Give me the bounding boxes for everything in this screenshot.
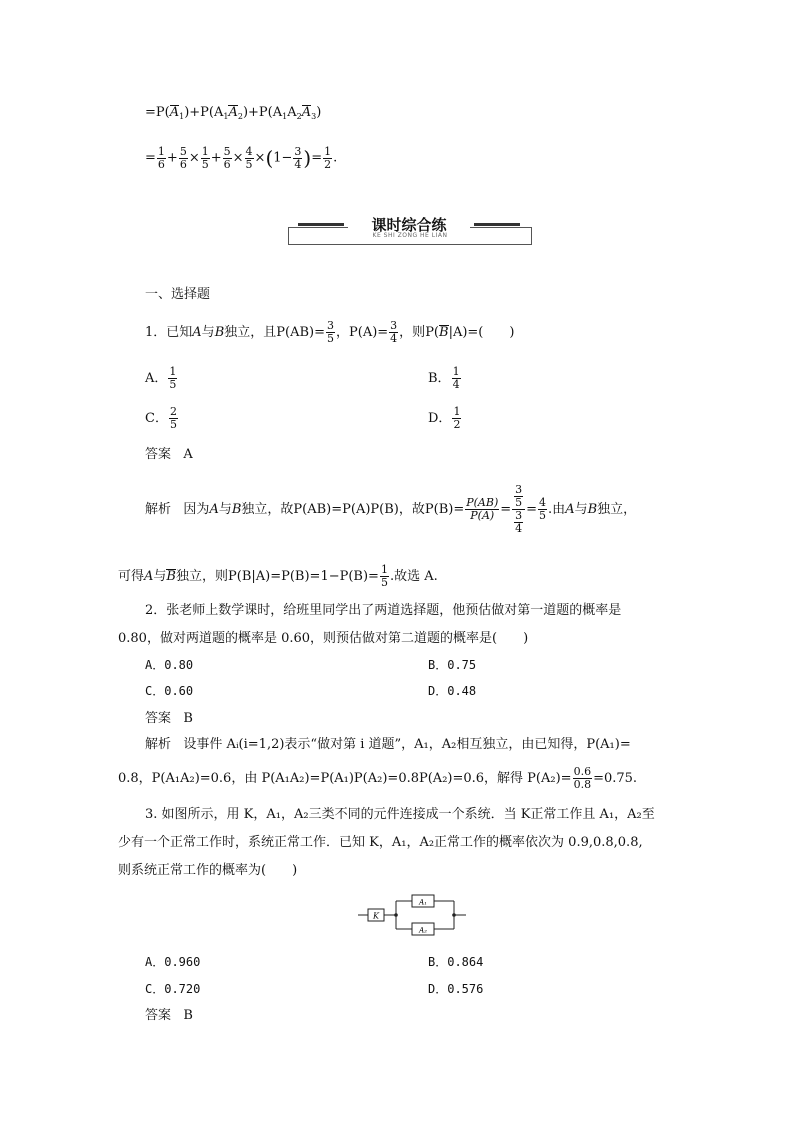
q3-option-c: C．0.720: [145, 982, 201, 996]
q3-option-a: A．0.960: [145, 955, 201, 969]
q1-ask-tail: |A)=( ): [448, 325, 515, 340]
q3-option-b: B．0.864: [428, 955, 484, 969]
circuit-a2-label: A₂: [419, 926, 427, 935]
q3-stem-3: 则系统正常工作的概率为( ): [118, 863, 298, 878]
q1-explain-1: 解析 因为A与B独立，故P(AB)=P(A)P(B)，故P(B)= $\frac{P(AB)}{P(A)}$ = $\frac{\frac{3}{5}}{\frac{3}{4}}$ = $\frac{4}{5}$ .由A与B独立，: [145, 483, 637, 535]
q1-var-b: B: [214, 325, 225, 340]
q1-answer: [145, 444, 193, 466]
q1-explain-2: 可得A与B独立，则P(B|A)=P(B)=1−P(B)= $\frac{1}{5}$ .故选 A.: [118, 563, 438, 589]
q3-stem-1: 3. 如图所示，用 K，A₁，A₂三类不同的元件连接成一个系统．当 K正常工作且 A₁，A₂至: [145, 807, 655, 822]
answer-value: B: [183, 1008, 193, 1023]
q2-option-c: C．0.60: [145, 684, 194, 698]
q1-cond2: ，P(A)=: [336, 325, 389, 340]
q1-explain-frac-4: $\frac{1}{5}$: [380, 563, 388, 589]
explain-label: 解析: [145, 737, 172, 752]
answer-label: 答案: [145, 447, 172, 462]
q2-explain-frac: $\frac{0.6}{0.8}$: [573, 765, 592, 791]
section-title: 课时综合练: [348, 215, 470, 235]
q2-option-a: A．0.80: [145, 658, 194, 672]
q1-option-d: D． $\frac{1}{2}$: [428, 405, 461, 431]
q2-explain-2: 0.8，P(A₁A₂)=0.6，由 P(A₁A₂)=P(A₁)P(A₂)=0.8P(A₂)=0.6，解得 P(A₂)= $\frac{0.6}{0.8}$ =0.75.: [118, 765, 638, 791]
section-subtitle: KE SHI ZONG HE LIAN: [372, 232, 448, 239]
circuit-k-label: K: [373, 911, 379, 921]
section-banner: [288, 215, 532, 245]
q2-answer: [145, 708, 193, 730]
q1-explain-frac-2: $\frac{\frac{3}{5}}{\frac{3}{4}}$: [512, 484, 525, 535]
q2-option-d: D．0.48: [428, 684, 477, 698]
q1-option-a: A． $\frac{1}{5}$: [145, 365, 177, 391]
q3-option-d: D．0.576: [428, 982, 484, 996]
q1-ask: ，则: [399, 325, 426, 340]
q1-frac-1: $\frac{3}{5}$: [327, 319, 334, 345]
q1-stem-text: 与: [201, 325, 215, 340]
q2-option-b: B．0.75: [428, 658, 477, 672]
answer-label: 答案: [145, 1008, 172, 1023]
q1-option-c: C． $\frac{2}{5}$: [145, 405, 177, 431]
q1-option-b: B． $\frac{1}{4}$: [428, 365, 460, 391]
circuit-diagram: [358, 890, 468, 940]
formula-line-2: = $\frac{1}{6}$ + $\frac{5}{6}$ × $\frac{1}{5}$ + $\frac{5}{6}$ × $\frac{4}{5}$ ×(1− $\frac{3}{4}$ )= $\frac{1}{2}$ .: [145, 144, 338, 171]
circuit-node-left: [394, 913, 398, 917]
q1-explain-frac-1: $\frac{P(AB)}{P(A)}$: [466, 496, 499, 522]
formula-line-1: $=P(A_1)+P(A_1A_2)+P(A_1A_2A_3)$: [145, 105, 322, 121]
q2-explain-1: 解析 设事件 Aᵢ(i=1,2)表示“做对第 i 道题”，A₁，A₂相互独立，由已知得，P(A₁)=: [145, 737, 631, 752]
circuit-node-right: [452, 913, 456, 917]
q1-frac-2: $\frac{3}{4}$: [390, 319, 398, 345]
answer-value: A: [183, 447, 193, 462]
explain-label: 解析: [145, 502, 172, 517]
q2-stem-2: 0.80，做对两道题的概率是 0.60，则预估做对第二道题的概率是( ): [118, 631, 529, 646]
circuit-a1-label: A₁: [419, 898, 427, 907]
q1-cond1: P(AB)=: [276, 325, 325, 340]
q3-stem-2: 少有一个正常工作时，系统正常工作．已知 K，A₁，A₂正常工作的概率依次为 0.9,0.8,0.8,: [118, 835, 643, 850]
answer-label: 答案: [145, 711, 172, 726]
part-heading: 一、选择题: [145, 287, 211, 302]
q1-stem-text: 独立，且: [224, 325, 277, 340]
q2-stem-1: 2．张老师上数学课时，给班里同学出了两道选择题，他预估做对第一道题的概率是: [145, 603, 622, 618]
q1-ask-bbar: B: [439, 325, 449, 340]
section-banner-dash-right: [474, 223, 520, 226]
q1-var-a: A: [192, 325, 202, 340]
q1-explain-frac-3: $\frac{4}{5}$: [539, 496, 547, 522]
q1-stem: 1．已知A与B独立，且P(AB)= $\frac{3}{5}$ ，P(A)= $\frac{3}{4}$ ，则P(B|A)=( ): [145, 319, 515, 345]
q1-stem-text: 1．已知: [145, 325, 193, 340]
q3-answer: [145, 1005, 193, 1027]
answer-value: B: [183, 711, 193, 726]
section-banner-dash-left: [298, 223, 344, 226]
